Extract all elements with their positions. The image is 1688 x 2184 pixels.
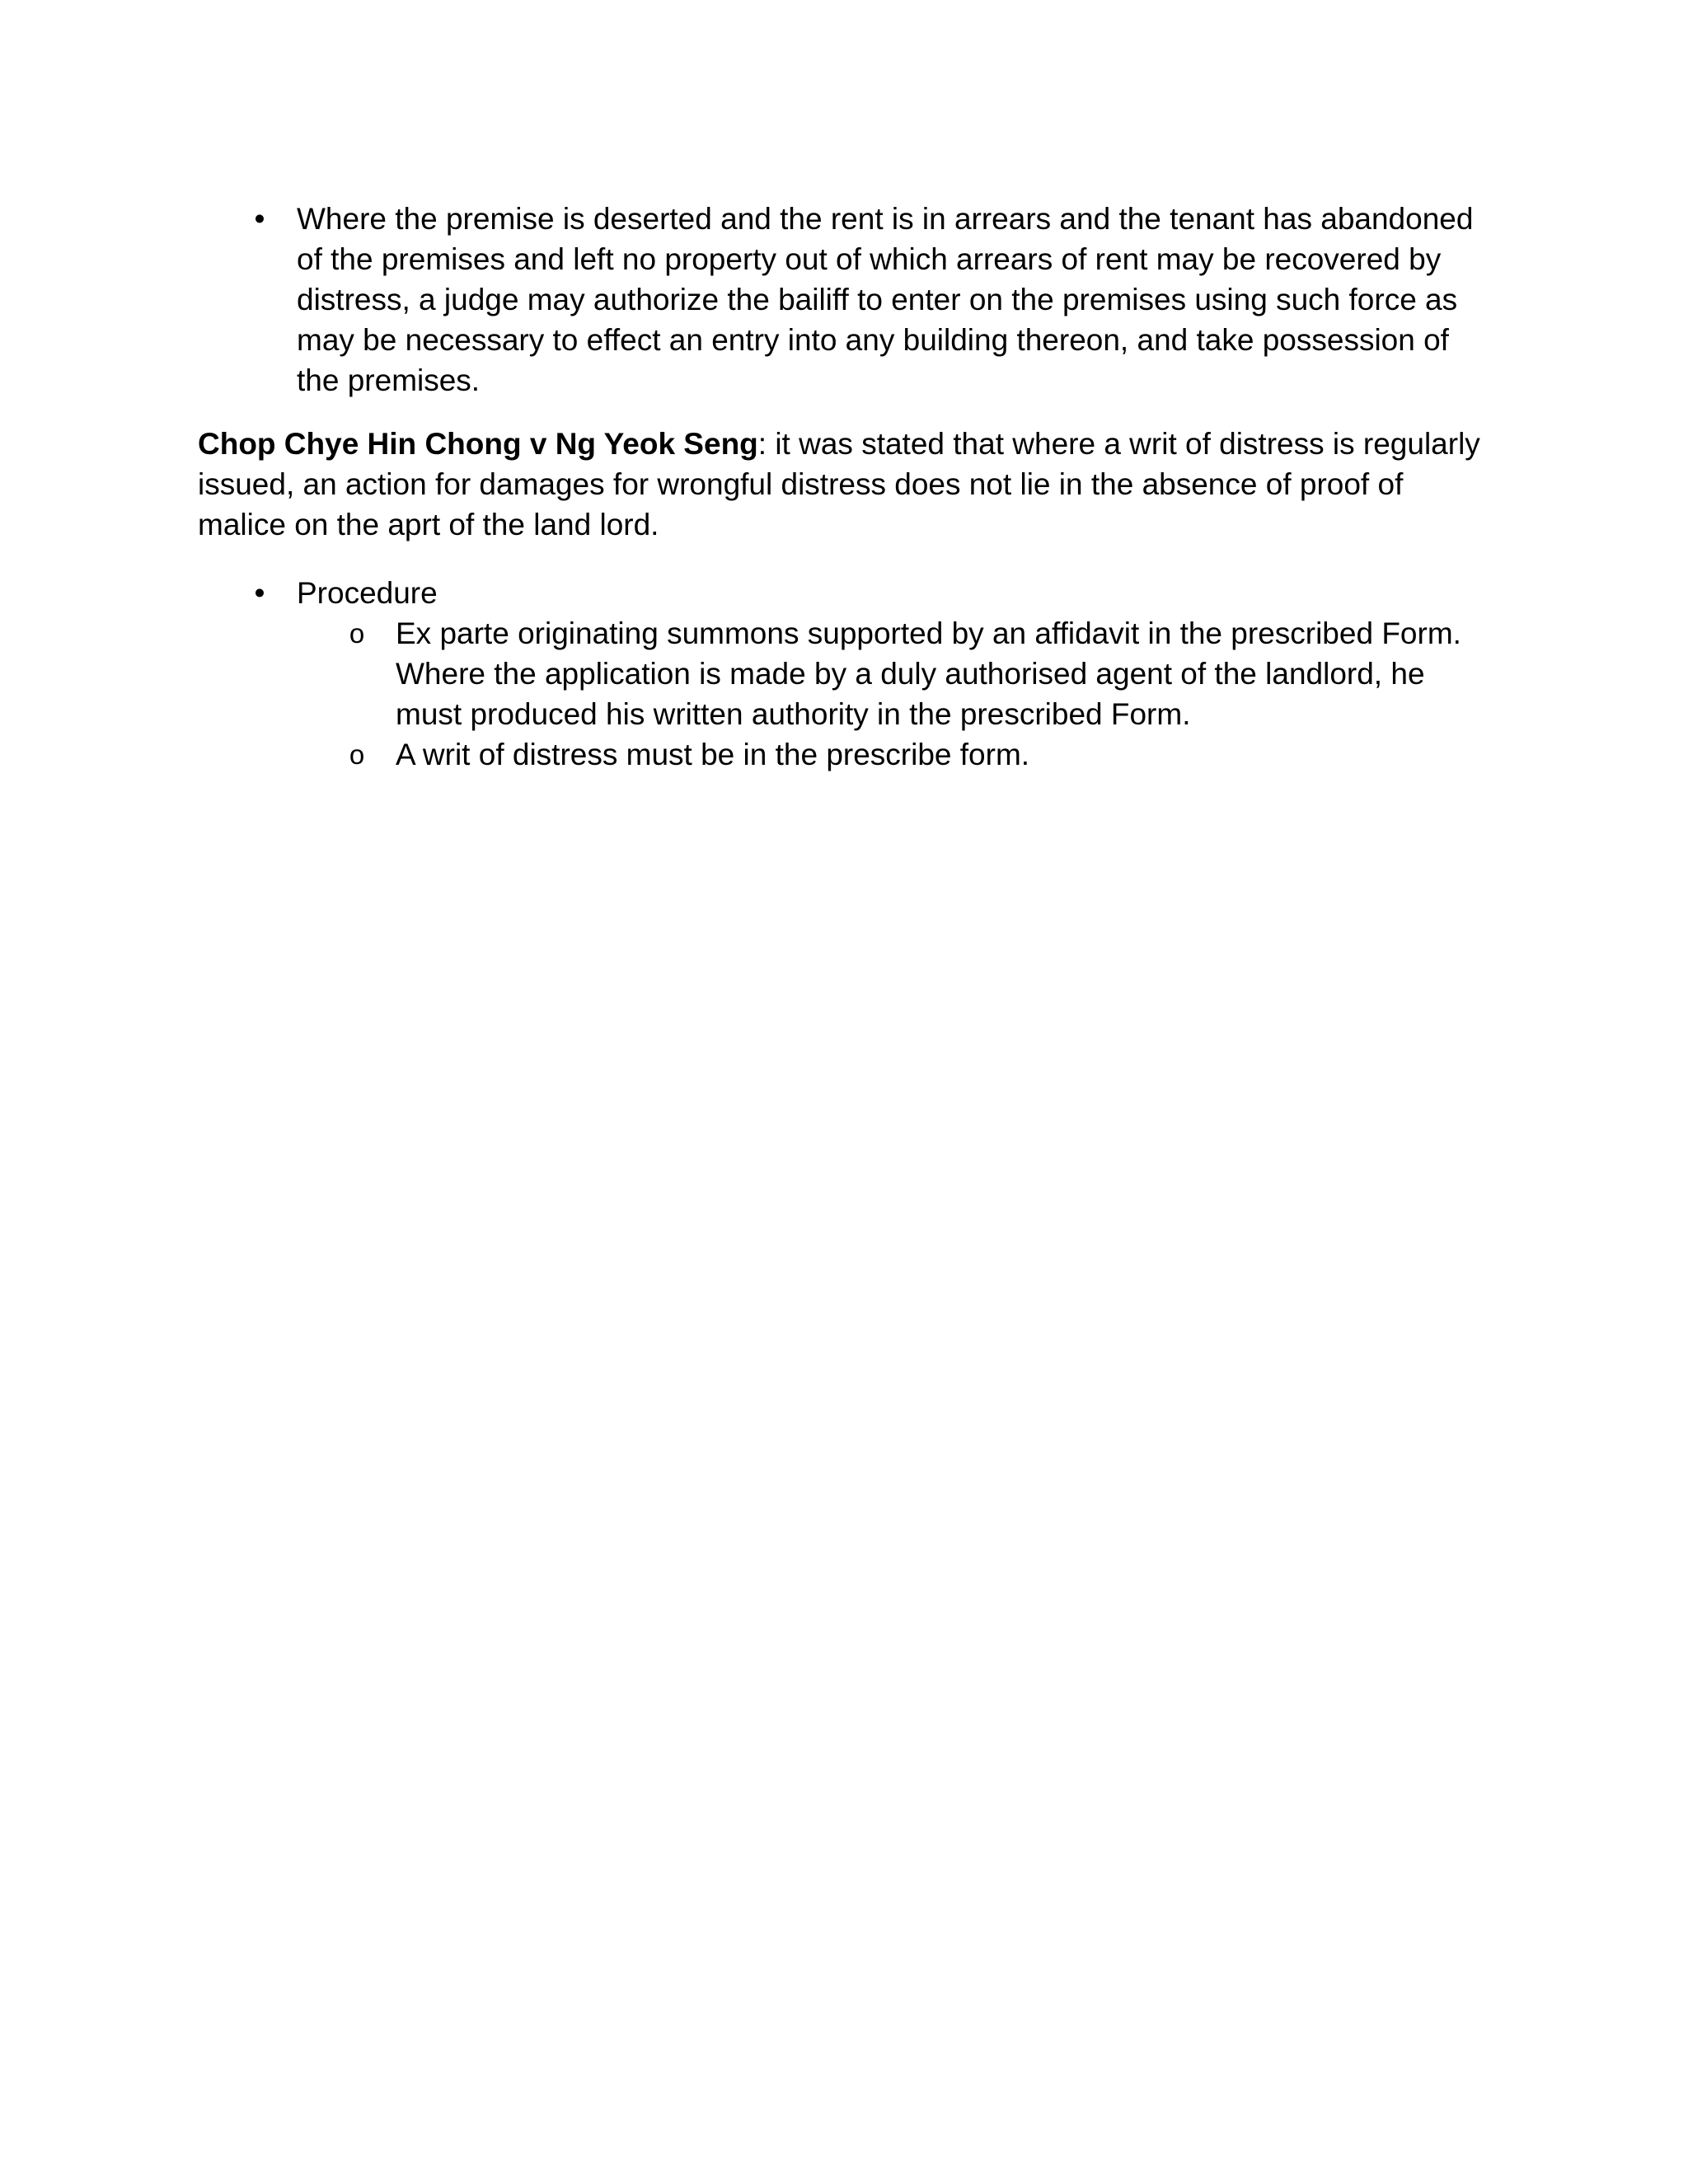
bullet-icon: • xyxy=(254,576,265,610)
list-item-text: Procedure xyxy=(297,576,438,610)
circle-bullet-icon: o xyxy=(349,618,365,649)
case-text: : it was stated that where a writ of distress is regularly issued, an action for damages for wrongful distress does not lie in the absence of proof of malice on the aprt of the land lord. xyxy=(198,427,1480,541)
sub-list-item xyxy=(349,734,1467,775)
sub-list-item-text: A writ of distress must be in the prescribe form. xyxy=(396,738,1030,771)
sub-list-item xyxy=(349,613,1467,734)
case-paragraph xyxy=(198,424,1492,545)
list-item-text: Where the premise is deserted and the rent is in arrears and the tenant has abandoned of the premises and left no property out of which arrears of rent may be recovered by distress, a judge may authorize the bailiff to enter on the premises using such force as may be necessary to effect an entry into any building thereon, and take possession of the premises. xyxy=(297,202,1474,397)
bullet-icon: • xyxy=(254,202,265,236)
list-item-abandoned-premises xyxy=(254,199,1484,401)
sub-list-item-text: Ex parte originating summons supported by an affidavit in the prescribed Form. Where the application is made by a duly authorised agent of the landlord, he must produced his written authority in the prescribed Form. xyxy=(396,616,1461,731)
case-name: Chop Chye Hin Chong v Ng Yeok Seng xyxy=(198,427,758,461)
circle-bullet-icon: o xyxy=(349,739,365,770)
list-item-procedure xyxy=(254,573,1484,613)
